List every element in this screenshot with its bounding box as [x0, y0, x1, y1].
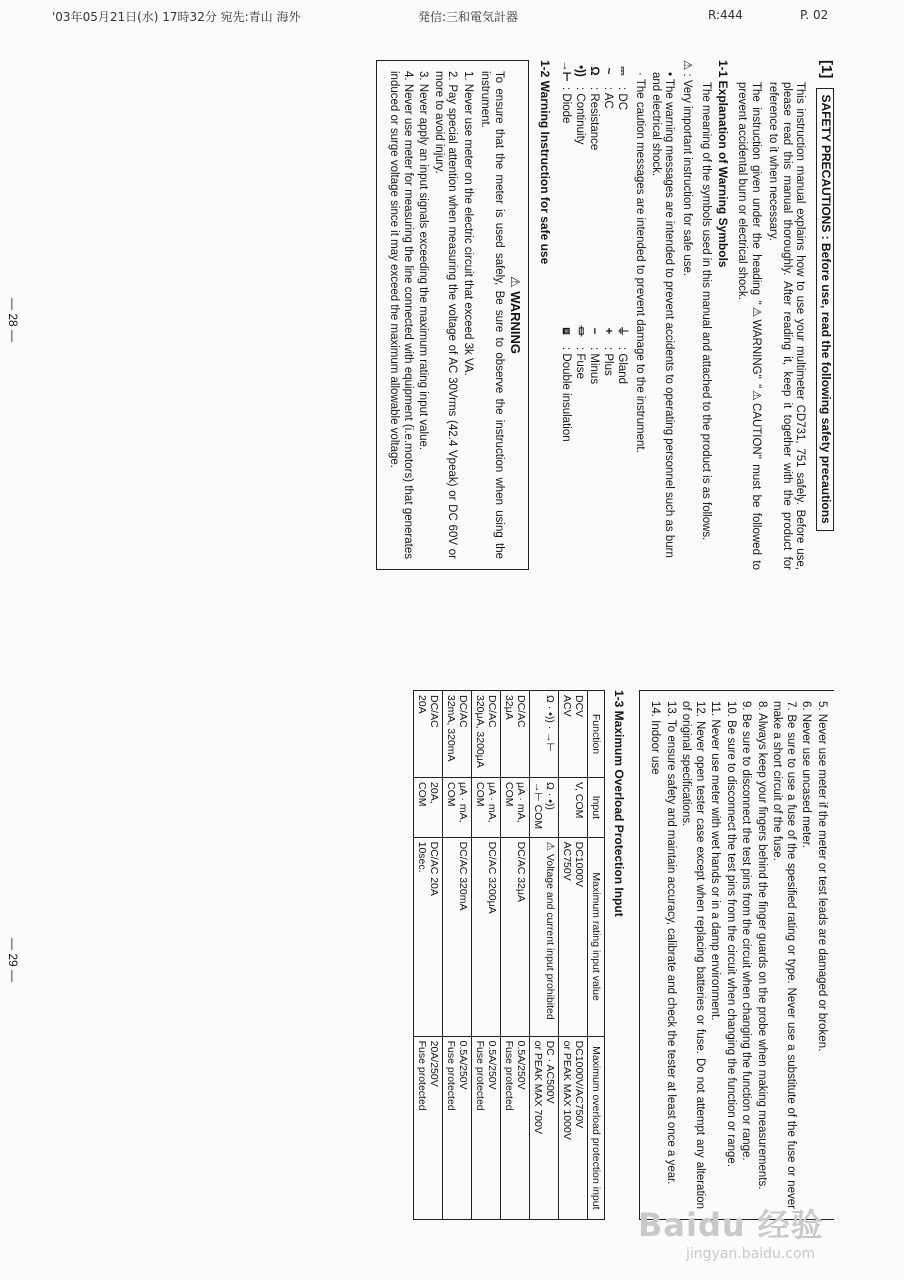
list-item: 6. Never use uncased meter. — [800, 701, 813, 849]
symbol-row-plus — [601, 320, 615, 570]
warning-symbol-line: ⚠ : Very important instruction for safe use. — [681, 60, 693, 277]
symbol-label: : Plus — [602, 347, 614, 376]
symbol-label: : Double insulation — [560, 347, 572, 442]
table-header: Maximum overload protection input — [588, 1036, 605, 1219]
list-item: 5. Never use meter if the meter or test leads are damaged or broken. — [816, 701, 828, 1052]
section-number: [1] — [818, 60, 835, 79]
subsection-1-2-heading: 1-2 Warning Instruction for safe use — [538, 60, 552, 265]
symbol-label: : Gland — [616, 347, 628, 385]
warning-title: ⚠ WARNING — [508, 275, 524, 355]
list-item: 12. Never open tester case except when replacing batteries or fuse. Do not attempt any alteration of original specifications. — [680, 701, 706, 1209]
table-cell: μA · mA, COM — [472, 778, 501, 838]
warning-box — [376, 60, 530, 570]
subsection-1-1-text: The meaning of the symbols used in this manual and attached to the product is as follows. — [700, 82, 713, 541]
symbol-row-ac — [601, 60, 615, 310]
baidu-watermark — [638, 1200, 898, 1260]
table-row — [559, 691, 588, 1220]
list-item: 2. Pay special attention when measuring the voltage of AC 30Vrms (42.4 Vpeak) or DC 60V or more to avoid injury. — [433, 71, 459, 559]
table-cell: DC/AC 320μA, 3200μA — [472, 691, 501, 778]
section-heading — [817, 60, 835, 570]
symbol-row-fuse — [573, 320, 587, 570]
fax-sender: 発信:三和電気計器 — [418, 10, 519, 24]
symbol-column-left — [559, 60, 629, 310]
table-row — [443, 691, 472, 1220]
list-item: 9. Be sure to disconnect the test pins from the circuit when changing the function or range. — [740, 701, 753, 1161]
table-cell: 20A/250V Fuse protected — [414, 1036, 443, 1219]
overload-table — [414, 690, 606, 1220]
double-insulation-icon: ⧈ — [560, 327, 572, 335]
table-cell: DC1000V AC750V — [559, 837, 588, 1036]
intro-warning-paragraph: The instruction given under the heading "⚠WARNING" "⚠CAUTION" must be followed to prevent accidental burn or electrical shock. — [736, 82, 762, 570]
table-cell: 20A, COM — [414, 778, 443, 838]
list-item: 8. Always keep your fingers behind the finger guards on the probe when making measurements. — [756, 701, 768, 1190]
table-row — [501, 691, 530, 1220]
symbol-legend — [559, 60, 629, 570]
table-cell: DC/AC 32μA — [501, 837, 530, 1036]
symbol-row-diode — [559, 60, 573, 310]
fax-receipt-number: R:444 — [708, 8, 743, 22]
table-row — [530, 691, 559, 1220]
symbol-label: : AC — [602, 87, 614, 109]
page-number-28: — 28 — — [6, 297, 21, 342]
table-cell: Ω · •)) · →⊢ — [530, 691, 559, 778]
table-row — [414, 691, 443, 1220]
baidu-logo: Baidu 经验 — [638, 1206, 824, 1244]
table-cell: DC · AC500V or PEAK MAX 700V — [530, 1036, 559, 1219]
warning-intro: To ensure that the meter is used safely, Be sure to observe the instruction when using the instrument. — [479, 71, 505, 559]
table-header: Maximum rating input value — [588, 837, 605, 1036]
dc-icon: ⎓ — [616, 66, 628, 76]
table-row — [472, 691, 501, 1220]
warning-list-continued — [648, 701, 828, 1209]
table-cell: DC/AC 32μA — [501, 691, 530, 778]
subsection-1-3-heading: 1-3 Maximum Overload Protection Input — [612, 690, 626, 917]
section-title: SAFETY PRECAUTIONS : Before use, read the following safety precautions — [817, 88, 835, 531]
symbol-row-minus — [587, 320, 601, 570]
symbol-row-continuity — [573, 60, 587, 310]
intro-paragraph: This instruction manual explains how to use your multimeter CD731, 751 safely. Before use, please read this manual thoroughly. After reading it, keep it together with the product for reference to it when necessary. — [767, 82, 807, 570]
table-cell: DC1000V/AC750V or PEAK MAX 1000V — [559, 1036, 588, 1219]
subsection-1-1-heading: 1-1 Explanation of Warning Symbols — [716, 60, 730, 268]
symbol-label: : DC — [616, 87, 628, 110]
fuse-icon: ⏛ — [574, 325, 586, 337]
ground-icon: ⏚ — [616, 325, 628, 337]
list-item: 4. Never use meter for measuring the line connected with equipment (i.e.motors) that generates induced or surge voltage since it may exceed the maximum allowable voltage. — [388, 71, 414, 559]
symbol-row-resistance — [587, 60, 601, 310]
minus-icon: − — [588, 327, 600, 335]
symbol-row-double-insulation — [559, 320, 573, 570]
list-item: 3. Never apply an input signals exceeding the maximum rating input value. — [417, 71, 430, 451]
symbol-column-right — [559, 320, 629, 570]
symbol-label: : Fuse — [574, 347, 586, 379]
fax-page-number: P. 02 — [800, 8, 829, 22]
table-cell: DC/AC 32mA, 320mA — [443, 691, 472, 778]
list-item: 7. Be sure to use a fuse of the spesified rating or type. Never use a substitute of the fuse or never make a short circuit of the fuse. — [771, 701, 797, 1209]
plus-icon: + — [602, 327, 614, 335]
symbol-label: : Resistance — [588, 87, 600, 151]
resistance-icon: Ω — [588, 66, 600, 76]
table-cell: DC/AC 20A 10sec. — [414, 837, 443, 1036]
list-item: • The warning messages are intended to prevent accidents to operating personnel such as burn and electrical shock. — [650, 72, 676, 558]
warning-bullets — [633, 72, 676, 570]
table-cell: DCV ACV — [559, 691, 588, 778]
table-cell: DC/AC 320mA — [443, 837, 472, 1036]
symbol-row-dc — [615, 60, 629, 310]
list-item: 13. To ensure safety and maintain accuracy, calibrate and check the tester at least once a year. — [665, 701, 677, 1185]
warning-list — [387, 71, 474, 559]
table-cell: V, COM — [559, 778, 588, 838]
symbol-label: : Minus — [588, 347, 600, 385]
list-item: 11. Never use meter with wet hands or in a damp environment. — [709, 701, 722, 1021]
table-header: Function — [588, 691, 605, 778]
table-header-row — [588, 691, 605, 1220]
list-item: 14. Indoor use — [649, 701, 662, 775]
symbol-label: : Diode — [560, 87, 572, 124]
manual-page-29 — [0, 640, 904, 1280]
table-cell: Ω · •)) →⊢ COM — [530, 778, 559, 838]
table-cell: 0.5A/250V Fuse protected — [472, 1036, 501, 1219]
table-body — [414, 691, 588, 1220]
watermark-url: jingyan.baidu.com — [686, 1246, 816, 1262]
table-cell: DC/AC 3200μA — [472, 837, 501, 1036]
warning-box-continued — [639, 690, 834, 1220]
symbol-row-ground — [615, 320, 629, 570]
diode-icon: →⊢ — [560, 60, 572, 83]
table-cell: ⚠ Voltage and current input prohibited — [530, 837, 559, 1036]
list-item: 10. Be sure to disconnect the test pins from the circuit when changing the function or range. — [725, 701, 737, 1168]
table-cell: DC/AC 20A — [414, 691, 443, 778]
table-cell: μA · mA, COM — [443, 778, 472, 838]
symbol-label: : Continuity — [574, 87, 586, 145]
fax-sent-info: '03年05月21日(水) 17時32分 宛先:青山 海外 — [52, 10, 301, 24]
list-item: 1. Never use meter on the electric circuit that exceed 3k VA. — [462, 71, 474, 376]
table-cell: 0.5A/250V Fuse protected — [443, 1036, 472, 1219]
continuity-icon: •)) — [574, 65, 586, 77]
table-header: Input — [588, 778, 605, 838]
list-item: · The caution messages are intended to prevent damage to the instrument. — [634, 72, 647, 453]
table-cell: 0.5A/250V Fuse protected — [501, 1036, 530, 1219]
table-cell: μA · mA, COM — [501, 778, 530, 838]
ac-icon: ~ — [602, 67, 614, 75]
page-number-29: — 29 — — [6, 937, 21, 982]
